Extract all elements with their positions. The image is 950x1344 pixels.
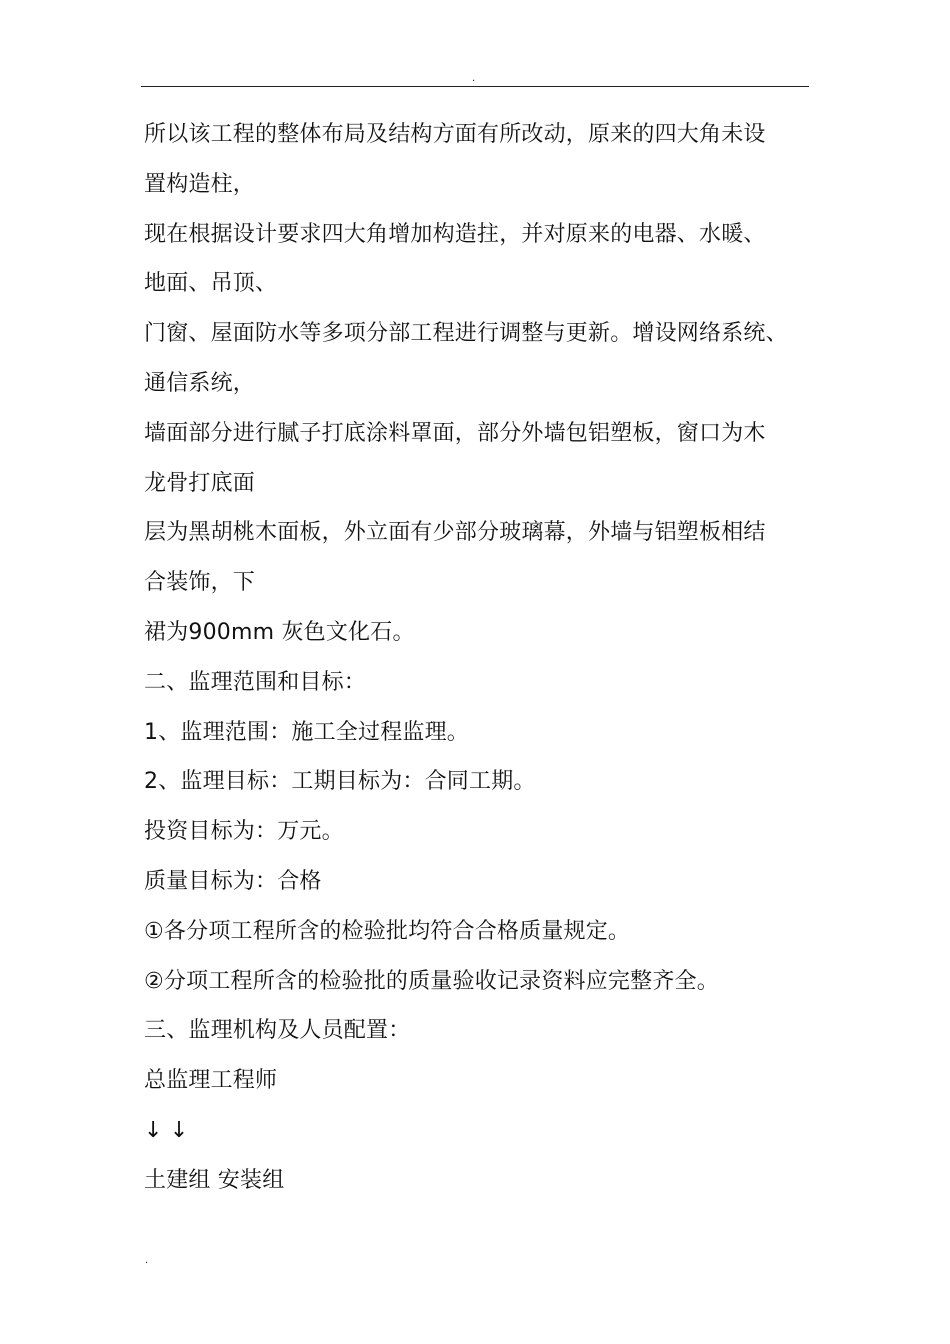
section-heading: 二、监理范围和目标： (144, 669, 367, 695)
text-line: 龙骨打底面 (144, 470, 256, 496)
text-line: 层为黑胡桃木面板，外立面有少部分玻璃幕，外墙与铝塑板相结 (144, 520, 766, 546)
text-line: 裙为900mm 灰色文化石。 (144, 619, 415, 645)
list-item: 2、监理目标：工期目标为：合同工期。 (144, 769, 536, 795)
text-line: 地面、吊顶、 (144, 271, 278, 297)
text-line: 投资目标为：万元。 (144, 819, 344, 845)
org-groups: 土建组 安装组 (144, 1167, 285, 1193)
text-line: 墙面部分进行腻子打底涂料罩面，部分外墙包铝塑板，窗口为木 (144, 420, 766, 446)
text-line: 合装饰，下 (144, 570, 256, 596)
header-rule (141, 86, 809, 87)
text-line: 质量目标为：合格 (144, 868, 322, 894)
org-arrows: ↓ ↓ (144, 1117, 189, 1143)
list-item: ②分项工程所含的检验批的质量验收记录资料应完整齐全。 (144, 968, 719, 994)
section-heading: 三、监理机构及人员配置： (144, 1018, 411, 1044)
list-item: 1、监理范围：施工全过程监理。 (144, 719, 469, 745)
text-line: 现在根据设计要求四大角增加构造拄，并对原来的电器、水暖、 (144, 221, 766, 247)
list-item: ①各分项工程所含的检验批均符合合格质量规定。 (144, 918, 631, 944)
text-line: 置构造柱， (144, 171, 256, 197)
document-body (144, 110, 812, 1206)
org-chief-supervisor: 总监理工程师 (144, 1068, 278, 1094)
text-line: 通信系统， (144, 370, 256, 396)
header-mark: . (472, 73, 476, 84)
text-line: 所以该工程的整体布局及结构方面有所改动，原来的四大角未设 (144, 122, 766, 147)
footer-mark: . (145, 1255, 149, 1266)
text-line: 门窗、屋面防水等多项分部工程进行调整与更新。增设网络系统、 (144, 321, 788, 347)
